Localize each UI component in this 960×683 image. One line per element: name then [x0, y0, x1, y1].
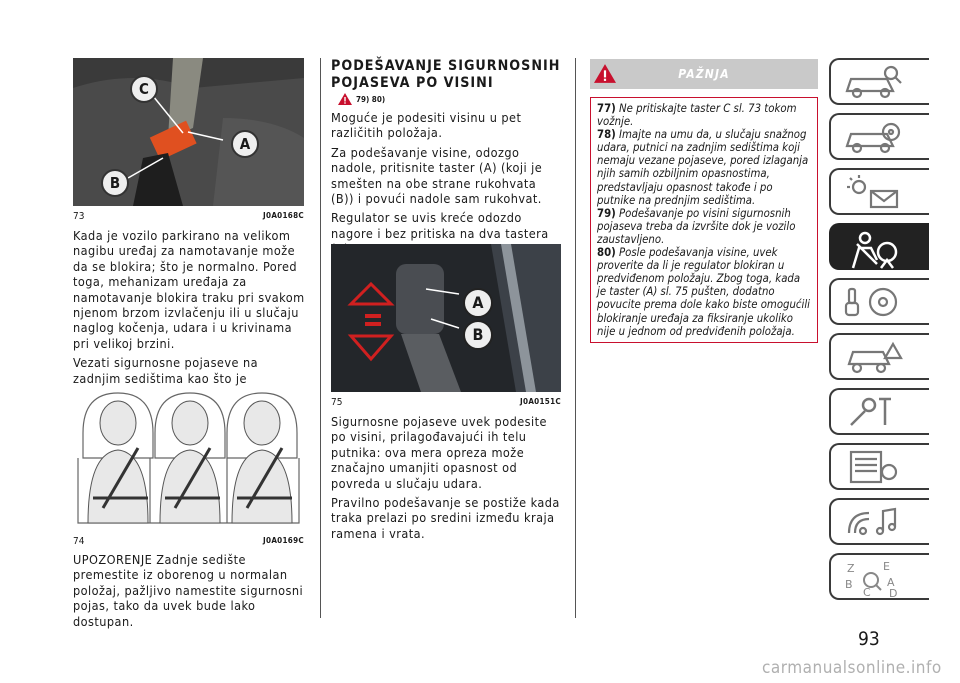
warning-body: [590, 97, 818, 343]
middle-text-block: [331, 110, 561, 261]
figure-74-caption: [73, 536, 304, 547]
paragraph: Kada je vozilo parkirano na velikom nagibu uređaj za namotavanje može da se blokira; što je normalno. Pored toga, mehanizam uređaja za namotavanje blokira traku pri svakom njenom brzom izvlačenju ili u slučaju naglog kočenja, udara i u krivinama pri velikoj brzini.: [73, 228, 305, 351]
figure-73-photo: [73, 58, 304, 206]
warning-triangle-icon: [594, 64, 616, 83]
figure-73-caption: [73, 211, 304, 222]
tab-controls[interactable]: [829, 113, 929, 160]
tab-technical-data[interactable]: [829, 443, 929, 490]
figure-number: 73: [73, 211, 85, 222]
item-text: Ne pritiskajte taster C sl. 73 tokom vožnje.: [597, 102, 797, 129]
callout-a: A: [463, 288, 493, 318]
paragraph: UPOZORENJE Zadnje sedište premestite iz oborenog u normalan položaj, pažljivo namestite sigurnosni pojas, tako da uvek bude lako dostupan.: [73, 552, 304, 629]
warning-title: PAŽNJA: [678, 67, 730, 81]
starting-driving-icon: [843, 285, 903, 319]
svg-text:D: D: [889, 587, 898, 598]
item-text: Podešavanje po visini sigurnosnih pojaseva treba da izvršite dok je vozilo zaustavljeno.: [597, 206, 796, 246]
paragraph: Za podešavanje visine, odozgo nadole, pritisnite taster (A) (koji je smešten na obe strane rukohvata (B)) i povući nadole sam rukohvat.: [331, 144, 543, 207]
emergency-icon: [843, 340, 903, 374]
warning-panel: [590, 59, 818, 343]
column-divider: [320, 58, 321, 618]
car-dashboard-icon: [843, 65, 903, 99]
callout-a: A: [231, 130, 259, 158]
paragraph: Moguće je podesiti visinu u pet različitih položaja.: [331, 110, 522, 141]
column-divider: [575, 58, 576, 618]
page-number: 93: [858, 628, 880, 650]
tab-safety[interactable]: [829, 223, 929, 270]
tab-dashboard[interactable]: [829, 58, 929, 105]
item-text: Posle podešavanja visine, uvek proverite da li je regulator blokiran u predviđenom položaju. Zbog toga, kada je taster (A) sl. 75 pušten, dodatno povucite prema dole kako biste omogućili blokiranje uređaja za fiksiranje ukoliko nije u jednom od predviđenih položaja.: [597, 246, 810, 338]
paragraph: Pravilno podešavanje se postiže kada traka prelazi po sredini između kraja ramena i vrata.: [331, 495, 560, 541]
left-warning-text: [73, 552, 305, 633]
callout-c: C: [130, 75, 158, 103]
warning-item: [597, 207, 811, 246]
paragraph: Sigurnosne pojaseve uvek podesite po visini, prilagođavajući ih telu putnika: ova mera opreza može značajno umanjiti opasnost od povreda u slučaju udara.: [331, 414, 547, 491]
heading-line: POJASEVA PO VISINI: [331, 75, 494, 91]
footer-watermark: carmanualsonline.info: [762, 658, 942, 678]
middle-text-block-2: [331, 414, 561, 545]
figure-74-illustration: [73, 388, 304, 526]
figure-code: J0A0151C: [520, 397, 561, 406]
warning-item: [597, 246, 811, 338]
left-text-block: [73, 228, 305, 405]
item-number: 80): [597, 246, 616, 260]
paragraph: Vezati sigurnosne pojaseve na zadnjim sedištima kao što je: [73, 355, 258, 386]
technical-data-icon: [843, 450, 903, 484]
safety-airbag-icon: [843, 230, 903, 270]
tab-maintenance[interactable]: [829, 388, 929, 435]
warning-reference: [338, 93, 385, 105]
warning-header: [590, 59, 818, 89]
figure-code: J0A0168C: [263, 211, 304, 220]
tab-emergency[interactable]: [829, 333, 929, 380]
item-number: 78): [597, 128, 616, 142]
figure-75-photo: [331, 244, 561, 392]
warning-item: [597, 102, 811, 128]
item-number: 77): [597, 102, 616, 115]
item-text: Imajte na umu da, u slučaju snažnog udara, putnici na zadnjim sedištima koji nemaju vezane pojaseve, pored izlaganja njih samih ozbiljnim opasnostima, predstavljaju opasnost takođe i po putnike na prednjim sedištima.: [597, 128, 809, 207]
svg-text:B: B: [845, 578, 853, 591]
tab-starting-driving[interactable]: [829, 278, 929, 325]
multimedia-icon: [843, 505, 903, 539]
svg-text:A: A: [887, 576, 895, 589]
figure-code: J0A0169C: [263, 536, 304, 545]
tab-index[interactable]: [829, 553, 929, 600]
tab-multimedia[interactable]: [829, 498, 929, 545]
car-controls-icon: [843, 120, 903, 154]
warning-lights-icon: [843, 175, 903, 209]
svg-text:E: E: [883, 560, 890, 573]
warning-refs: 79) 80): [356, 94, 386, 104]
figure-number: 74: [73, 536, 85, 547]
figure-number: 75: [331, 397, 343, 408]
item-number: 79): [597, 206, 616, 220]
figure-75-caption: [331, 397, 561, 408]
callout-b: B: [101, 169, 129, 197]
callout-b: B: [463, 320, 493, 350]
section-heading: [331, 58, 571, 92]
heading-line: PODEŠAVANJE SIGURNOSNIH: [331, 58, 561, 74]
svg-text:Z: Z: [847, 562, 855, 575]
maintenance-icon: [843, 395, 903, 429]
warning-triangle-icon: [338, 93, 352, 105]
warning-item: [597, 128, 811, 207]
paragraph: Regulator se uvis kreće odozdo nagore i bez pritiska na dva tastera: [331, 210, 549, 241]
svg-text:C: C: [863, 586, 871, 598]
tab-warning-lights[interactable]: [829, 168, 929, 215]
index-icon: [843, 560, 903, 598]
